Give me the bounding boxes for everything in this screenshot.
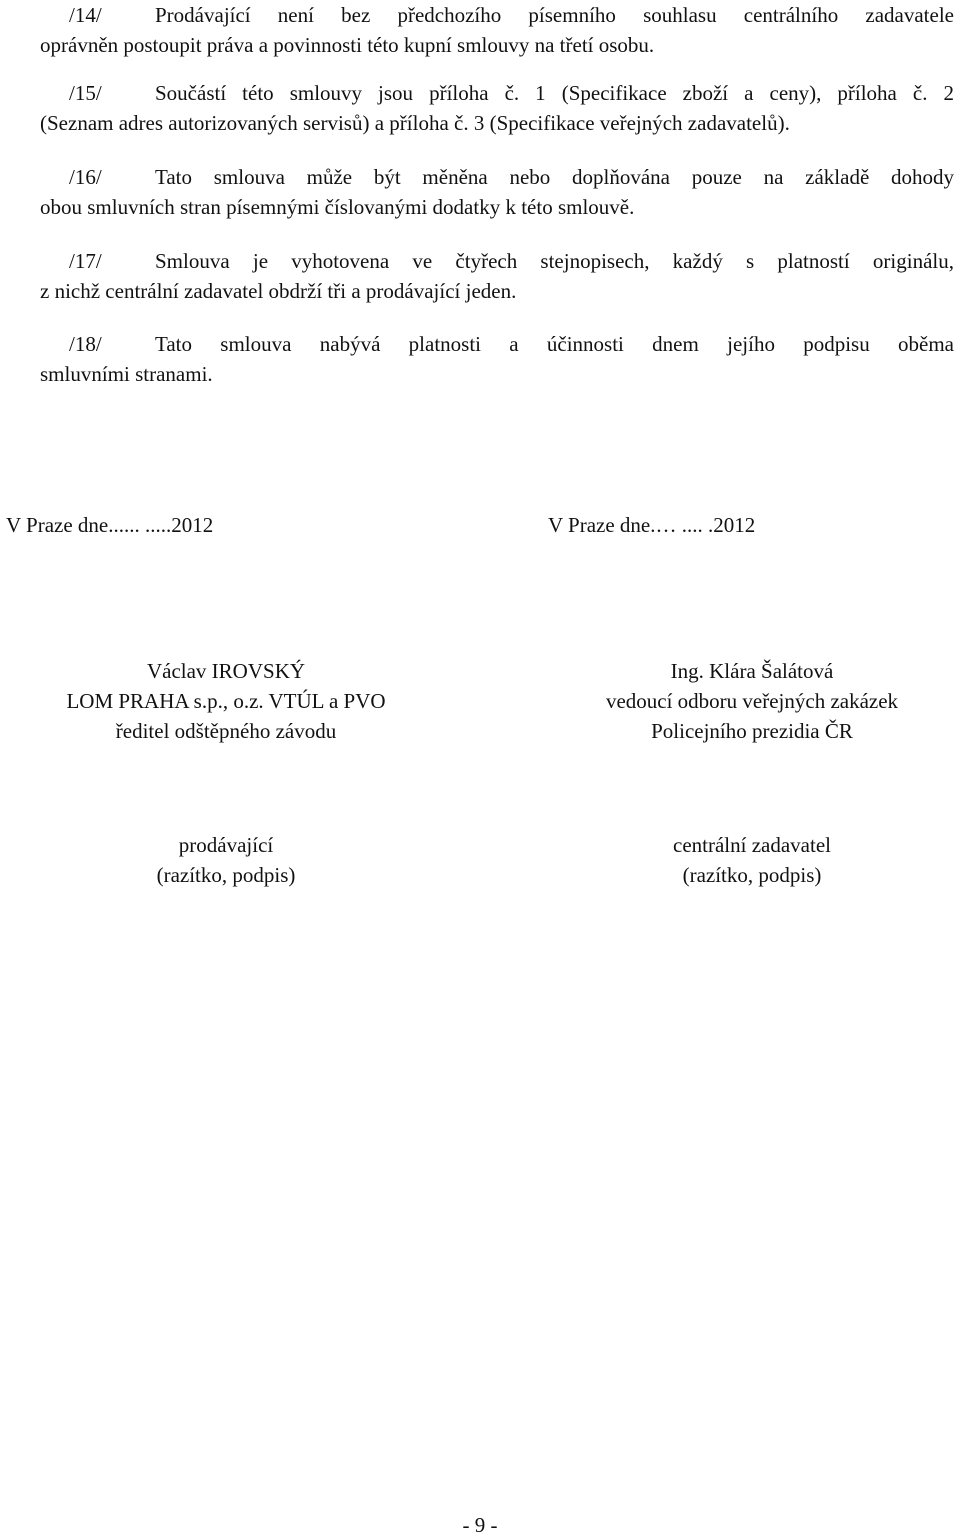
- clause-number: /16/: [69, 165, 102, 189]
- place-date-seller: V Praze dne...... .....2012: [6, 513, 214, 537]
- buyer-stamp-note: (razítko, podpis): [682, 863, 822, 887]
- buyer-organization: Policejního prezidia ČR: [651, 719, 853, 743]
- buyer-name: Ing. Klára Šalátová: [670, 659, 834, 683]
- clause-text-line: smluvními stranami.: [40, 362, 213, 386]
- clause-text-line: Prodávající není bez předchozího písemního souhlasu centrálního zadavatele: [155, 3, 954, 27]
- clause-18: [40, 329, 954, 389]
- seller-stamp-note: (razítko, podpis): [156, 863, 296, 887]
- clause-text-line: Součástí této smlouvy jsou příloha č. 1 (Specifikace zboží a ceny), příloha č. 2: [155, 81, 954, 105]
- buyer-signatory-block: [536, 656, 960, 746]
- seller-position: ředitel odštěpného závodu: [115, 719, 337, 743]
- buyer-role: centrální zadavatel: [673, 833, 831, 857]
- clause-number: /14/: [69, 3, 102, 27]
- clause-number: /17/: [69, 249, 102, 273]
- seller-name: Václav IROVSKÝ: [146, 659, 306, 683]
- clause-16: [40, 162, 954, 222]
- clause-17: [40, 246, 954, 306]
- clause-14: [40, 0, 954, 60]
- page-number: - 9 -: [462, 1513, 498, 1537]
- seller-organization: LOM PRAHA s.p., o.z. VTÚL a PVO: [66, 689, 386, 713]
- clause-text-line: Smlouva je vyhotovena ve čtyřech stejnopisech, každý s platností originálu,: [155, 249, 954, 273]
- clause-15: [40, 78, 954, 138]
- clause-number: /18/: [69, 332, 102, 356]
- clause-text-line: Tato smlouva nabývá platnosti a účinnosti dnem jejího podpisu oběma: [155, 332, 954, 356]
- clause-text-line: obou smluvních stran písemnými číslovanými dodatky k této smlouvě.: [40, 195, 635, 219]
- seller-role: prodávající: [178, 833, 274, 857]
- clause-text-line: (Seznam adres autorizovaných servisů) a příloha č. 3 (Specifikace veřejných zadavatelů).: [40, 111, 790, 135]
- buyer-signature-caption: [536, 830, 960, 890]
- clause-text-line: Tato smlouva může být měněna nebo doplňována pouze na základě dohody: [155, 165, 954, 189]
- clause-number: /15/: [69, 81, 102, 105]
- seller-signature-caption: [10, 830, 442, 890]
- buyer-position: vedoucí odboru veřejných zakázek: [605, 689, 899, 713]
- clause-text-line: z nichž centrální zadavatel obdrží tři a prodávající jeden.: [40, 279, 517, 303]
- seller-signatory-block: [10, 656, 442, 746]
- place-date-buyer: V Praze dne.… .... .2012: [548, 513, 756, 537]
- clause-text-line: oprávněn postoupit práva a povinnosti této kupní smlouvy na třetí osobu.: [40, 33, 655, 57]
